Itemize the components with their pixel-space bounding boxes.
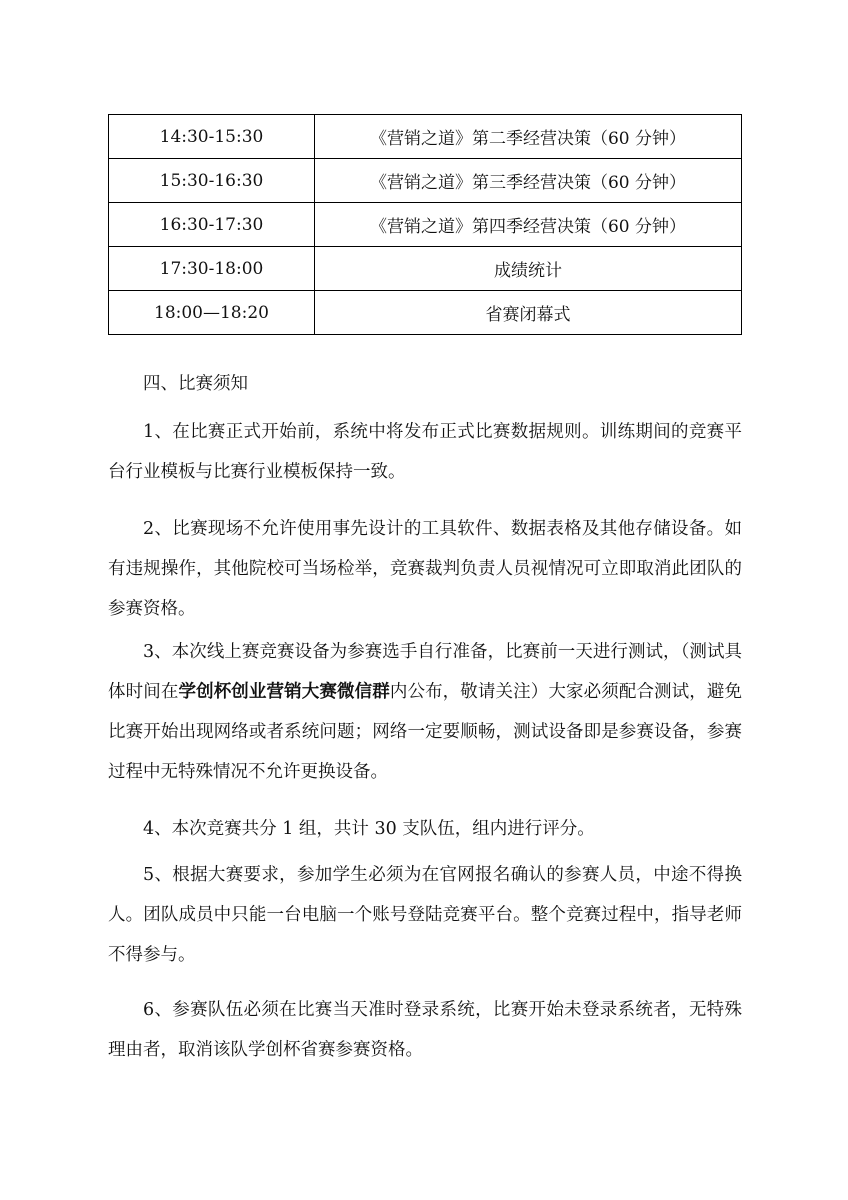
table-row	[109, 159, 742, 203]
time-cell: 16:30-17:30	[109, 203, 315, 247]
rule-2: 2、比赛现场不允许使用事先设计的工具软件、数据表格及其他存储设备。如有违规操作，其他院校可当场检举，竞赛裁判负责人员视情况可立即取消此团队的参赛资格。	[108, 519, 742, 619]
rule-3-text-b: 内公布，敬请关注）大家必须配合测试，避免比赛开始出现网络或者系统问题；网络一定要顺畅，测试设备即是参赛设备，参赛过程中无特殊情况不允许更换设备。	[108, 682, 743, 782]
wechat-group-name: 学创杯创业营销大赛微信群	[178, 682, 390, 702]
item-cell: 省赛闭幕式	[315, 291, 742, 335]
rule-6: 6、参赛队伍必须在比赛当天准时登录系统，比赛开始未登录系统者，无特殊理由者，取消该队学创杯省赛参赛资格。	[108, 1000, 742, 1060]
section-heading: 四、比赛须知	[143, 374, 248, 394]
rule-5: 5、根据大赛要求，参加学生必须为在官网报名确认的参赛人员，中途不得换人。团队成员中只能一台电脑一个账号登陆竞赛平台。整个竞赛过程中，指导老师不得参与。	[108, 865, 742, 965]
table-row	[109, 291, 742, 335]
time-cell: 14:30-15:30	[109, 115, 315, 159]
time-cell: 17:30-18:00	[109, 247, 315, 291]
schedule-table	[108, 114, 742, 335]
rule-3	[108, 632, 742, 792]
table-row	[109, 203, 742, 247]
rule-4: 4、本次竞赛共分 1 组，共计 30 支队伍，组内进行评分。	[143, 819, 595, 839]
item-cell: 成绩统计	[315, 247, 742, 291]
table-row	[109, 115, 742, 159]
time-cell: 15:30-16:30	[109, 159, 315, 203]
item-cell: 《营销之道》第四季经营决策（60 分钟）	[315, 203, 742, 247]
table-row	[109, 247, 742, 291]
item-cell: 《营销之道》第三季经营决策（60 分钟）	[315, 159, 742, 203]
rule-1: 1、在比赛正式开始前，系统中将发布正式比赛数据规则。训练期间的竞赛平台行业模板与比赛行业模板保持一致。	[108, 422, 742, 482]
time-cell: 18:00—18:20	[109, 291, 315, 335]
rule-3-text-a: 3、本次线上赛竞赛设备为参赛选手自行准备，比赛前一天进行测试，（测试具体时间在	[108, 642, 742, 702]
item-cell: 《营销之道》第二季经营决策（60 分钟）	[315, 115, 742, 159]
